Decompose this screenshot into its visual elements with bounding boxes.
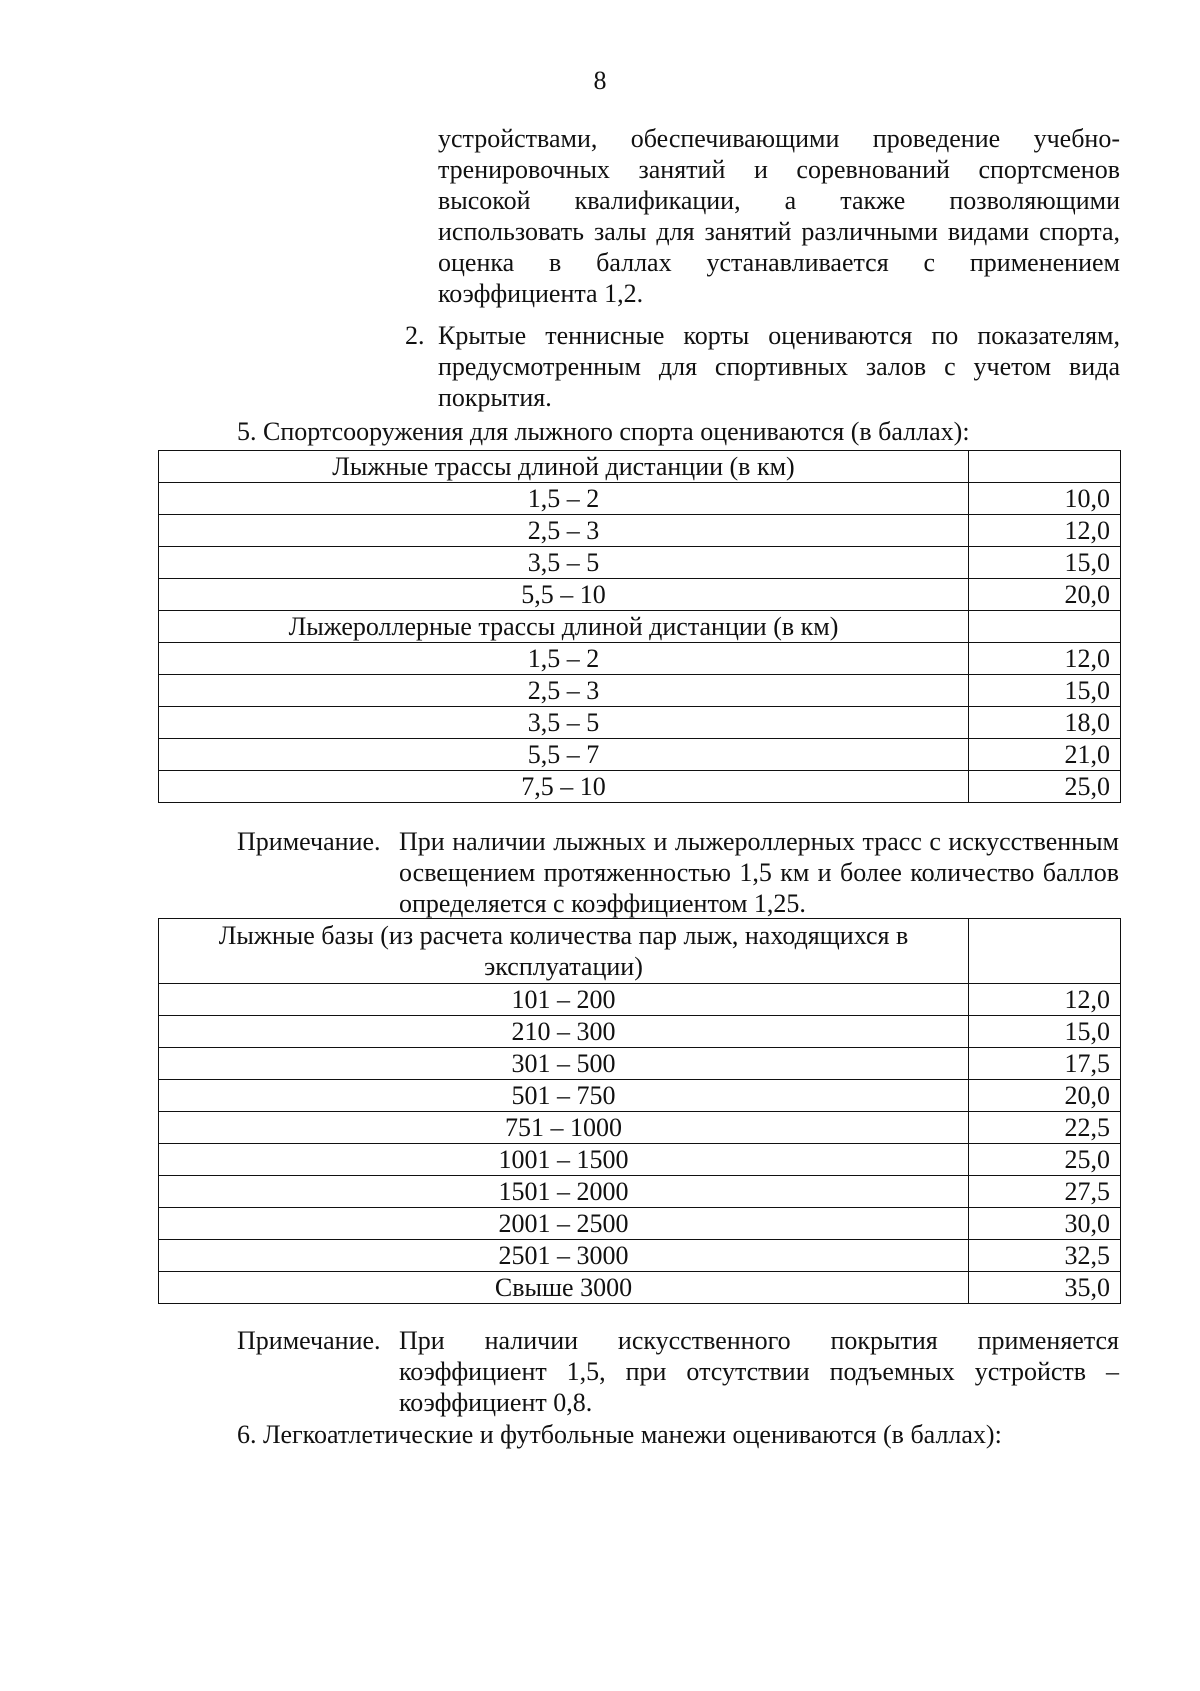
table-cell-range: 301 – 500 [159, 1048, 969, 1080]
table-cell-value: 21,0 [969, 739, 1121, 771]
table-cell-range: 1001 – 1500 [159, 1144, 969, 1176]
table-cell-value: 18,0 [969, 707, 1121, 739]
table-cell-range: 3,5 – 5 [159, 707, 969, 739]
table-cell-range: 3,5 – 5 [159, 547, 969, 579]
table-cell-value: 27,5 [969, 1176, 1121, 1208]
note-2-text: При наличии искусственного покрытия применяется коэффициент 1,5, при отсутствии подъемных устройств – коэффициент 0,8. [399, 1326, 1119, 1417]
table-cell-value [969, 451, 1121, 483]
table-row [159, 1048, 1121, 1080]
note-1-text: При наличии лыжных и лыжероллерных трасс с искусственным освещением протяженностью 1,5 км и более количество баллов определяется с коэффициентом 1,25. [399, 827, 1119, 918]
table-cell-range: 7,5 – 10 [159, 771, 969, 803]
item-2-number: 2. [405, 321, 425, 350]
table-row [159, 611, 1121, 643]
table-cell-value: 32,5 [969, 1240, 1121, 1272]
table-cell-range: 2,5 – 3 [159, 515, 969, 547]
table-row [159, 451, 1121, 483]
table-row [159, 739, 1121, 771]
ski-tracks-header: Лыжные трассы длиной дистанции (в км) [159, 451, 969, 483]
table-cell-value: 22,5 [969, 1112, 1121, 1144]
rollerski-tracks-header: Лыжероллерные трассы длиной дистанции (в км) [159, 611, 969, 643]
table-row [159, 515, 1121, 547]
table-row [159, 1016, 1121, 1048]
table-cell-value: 25,0 [969, 771, 1121, 803]
table-row [159, 1080, 1121, 1112]
table-cell-value: 12,0 [969, 984, 1121, 1016]
table-cell-value: 15,0 [969, 1016, 1121, 1048]
table-row [159, 1176, 1121, 1208]
table-row [159, 1208, 1121, 1240]
table-row [159, 1272, 1121, 1304]
page-number: 8 [593, 66, 607, 95]
table-cell-range: 5,5 – 7 [159, 739, 969, 771]
table-cell-value: 17,5 [969, 1048, 1121, 1080]
table-row [159, 547, 1121, 579]
table-cell-range: 2001 – 2500 [159, 1208, 969, 1240]
table-cell-range: 1,5 – 2 [159, 483, 969, 515]
table-cell-range: 101 – 200 [159, 984, 969, 1016]
table-cell-range: 751 – 1000 [159, 1112, 969, 1144]
section-6-heading: 6. Легкоатлетические и футбольные манежи оцениваются (в баллах): [237, 1420, 1002, 1449]
table-cell-range: 2501 – 3000 [159, 1240, 969, 1272]
table-cell-range: 2,5 – 3 [159, 675, 969, 707]
ski-bases-header: Лыжные базы (из расчета количества пар лыж, находящихся в эксплуатации) [159, 919, 969, 984]
table-row [159, 675, 1121, 707]
table-cell-value: 10,0 [969, 483, 1121, 515]
item-2-text: Крытые теннисные корты оцениваются по показателям, предусмотренным для спортивных залов с учетом вида покрытия. [438, 321, 1120, 412]
table-row [159, 919, 1121, 984]
table-row [159, 1112, 1121, 1144]
ski-tracks-table [158, 450, 1121, 803]
table-cell-value: 25,0 [969, 1144, 1121, 1176]
table-cell-range: 210 – 300 [159, 1016, 969, 1048]
table-row [159, 483, 1121, 515]
table-cell-value: 20,0 [969, 579, 1121, 611]
table-cell-value: 12,0 [969, 643, 1121, 675]
table-row [159, 643, 1121, 675]
section-5-heading: 5. Спортсооружения для лыжного спорта оцениваются (в баллах): [237, 417, 970, 446]
table-cell-value: 20,0 [969, 1080, 1121, 1112]
note-2 [237, 1325, 1119, 1418]
note-1 [237, 826, 1119, 919]
table-row [159, 579, 1121, 611]
table-row [159, 1144, 1121, 1176]
table-cell-value: 15,0 [969, 547, 1121, 579]
note-1-label: Примечание. [237, 827, 381, 856]
table-cell-value: 35,0 [969, 1272, 1121, 1304]
table-row [159, 707, 1121, 739]
table-row [159, 984, 1121, 1016]
table-row [159, 1240, 1121, 1272]
table-cell-range: 1501 – 2000 [159, 1176, 969, 1208]
item-2 [405, 320, 1120, 413]
ski-bases-table [158, 918, 1121, 1304]
table-cell-range: 5,5 – 10 [159, 579, 969, 611]
table-cell-value: 30,0 [969, 1208, 1121, 1240]
intro-paragraph: устройствами, обеспечивающими проведение учебно-тренировочных занятий и соревнований спортсменов высокой квалификации, а также позволяющими использовать залы для занятий различными видами спорта, оценка в баллах устанавливается с применением коэффициента 1,2. [438, 124, 1120, 308]
table-cell-value: 15,0 [969, 675, 1121, 707]
table-cell-value [969, 919, 1121, 984]
table-cell-range: 501 – 750 [159, 1080, 969, 1112]
table-cell-value [969, 611, 1121, 643]
note-2-label: Примечание. [237, 1326, 381, 1355]
table-cell-range: 1,5 – 2 [159, 643, 969, 675]
table-cell-value: 12,0 [969, 515, 1121, 547]
table-cell-range: Свыше 3000 [159, 1272, 969, 1304]
table-row [159, 771, 1121, 803]
